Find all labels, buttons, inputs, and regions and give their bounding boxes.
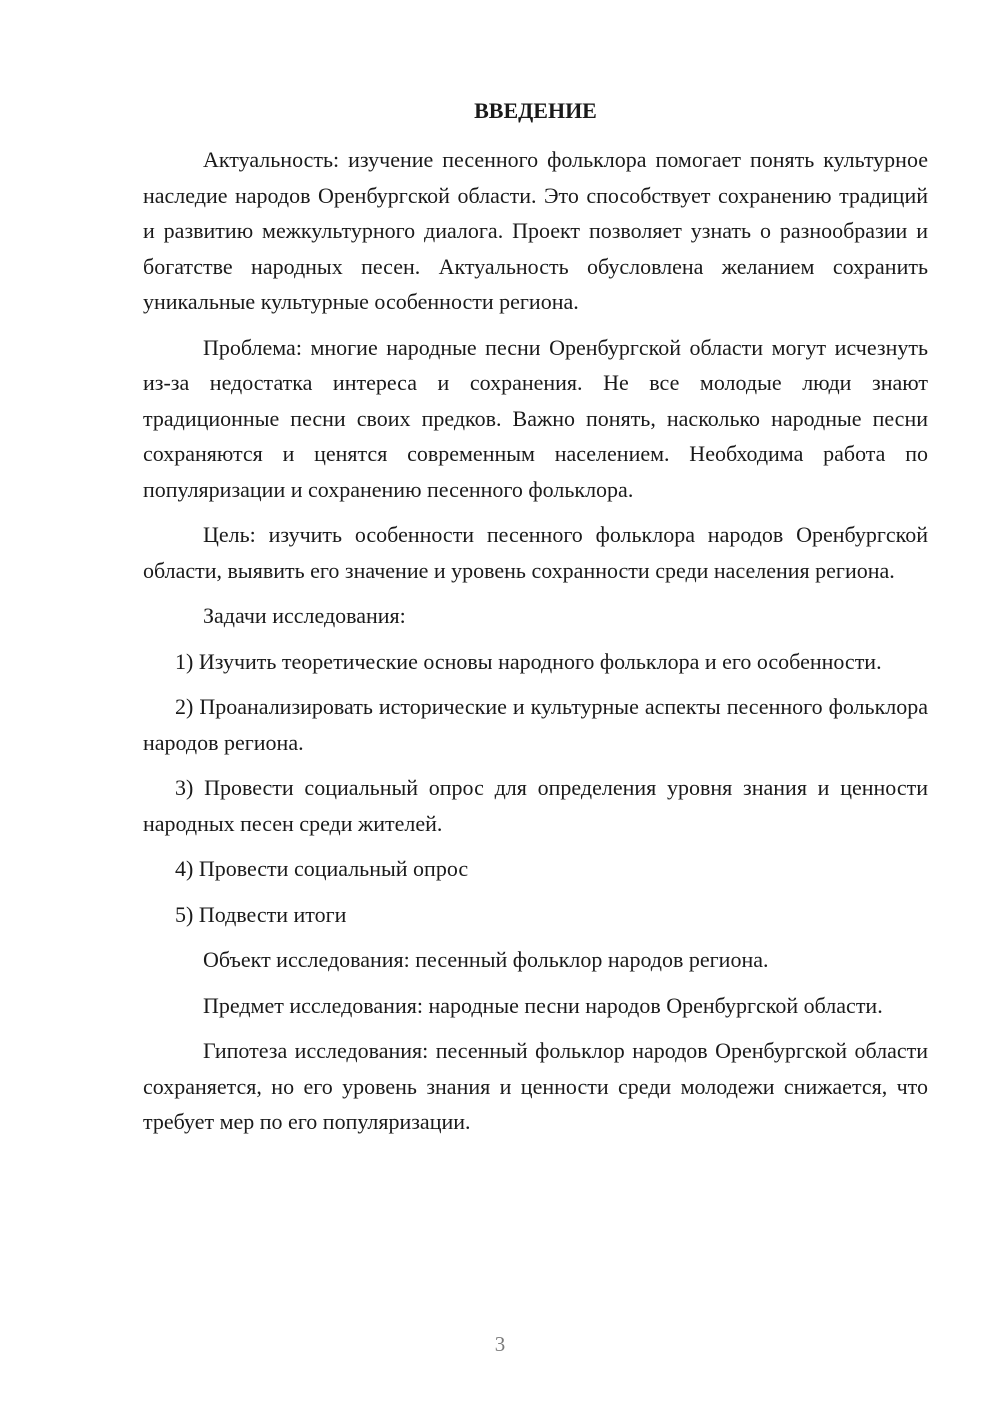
page-number: 3: [494, 1332, 506, 1356]
task-item-1: 1) Изучить теоретические основы народного фольклора и его особенности.: [175, 648, 882, 674]
object-paragraph: Объект исследования: песенный фольклор народов региона.: [203, 947, 769, 972]
relevance-paragraph: Актуальность: изучение песенного фольклора помогает понять культурное наследие народов Оренбургской области. Это способствует сохранению традиций и развитию межкультурного диалога. Проект позволяет узнать о разнообразии и богатстве народных песен. Актуальность обусловлена желанием сохранить уникальные культурные особенности региона.: [143, 147, 928, 314]
hypothesis-paragraph: Гипотеза исследования: песенный фольклор народов Оренбургской области сохраняется, но его уровень знания и ценности среди молодежи снижается, что требует мер по его популяризации.: [143, 1038, 928, 1134]
problem-paragraph: Проблема: многие народные песни Оренбургской области могут исчезнуть из-за недостатка интереса и сохранения. Не все молодые люди знают традиционные песни своих предков. Важно понять, насколько народные песни сохраняются и ценятся современным населением. Необходима работа по популяризации и сохранению песенного фольклора.: [143, 334, 928, 502]
task-item-2: 2) Проанализировать исторические и культурные аспекты песенного фольклора народов региона.: [143, 694, 928, 755]
task-item-4: 4) Провести социальный опрос: [175, 856, 469, 881]
subject-paragraph: Предмет исследования: народные песни народов Оренбургской области.: [203, 992, 883, 1018]
task-item-5: 5) Подвести итоги: [175, 901, 347, 927]
tasks-heading: Задачи исследования:: [203, 603, 406, 628]
document-page: [143, 93, 928, 1150]
goal-paragraph: Цель: изучить особенности песенного фольклора народов Оренбургской области, выявить его значение и уровень сохранности среди населения региона.: [143, 522, 928, 583]
section-title: ВВЕДЕНИЕ: [474, 98, 597, 123]
task-item-3: 3) Провести социальный опрос для определения уровня знания и ценности народных песен среди жителей.: [143, 775, 928, 836]
